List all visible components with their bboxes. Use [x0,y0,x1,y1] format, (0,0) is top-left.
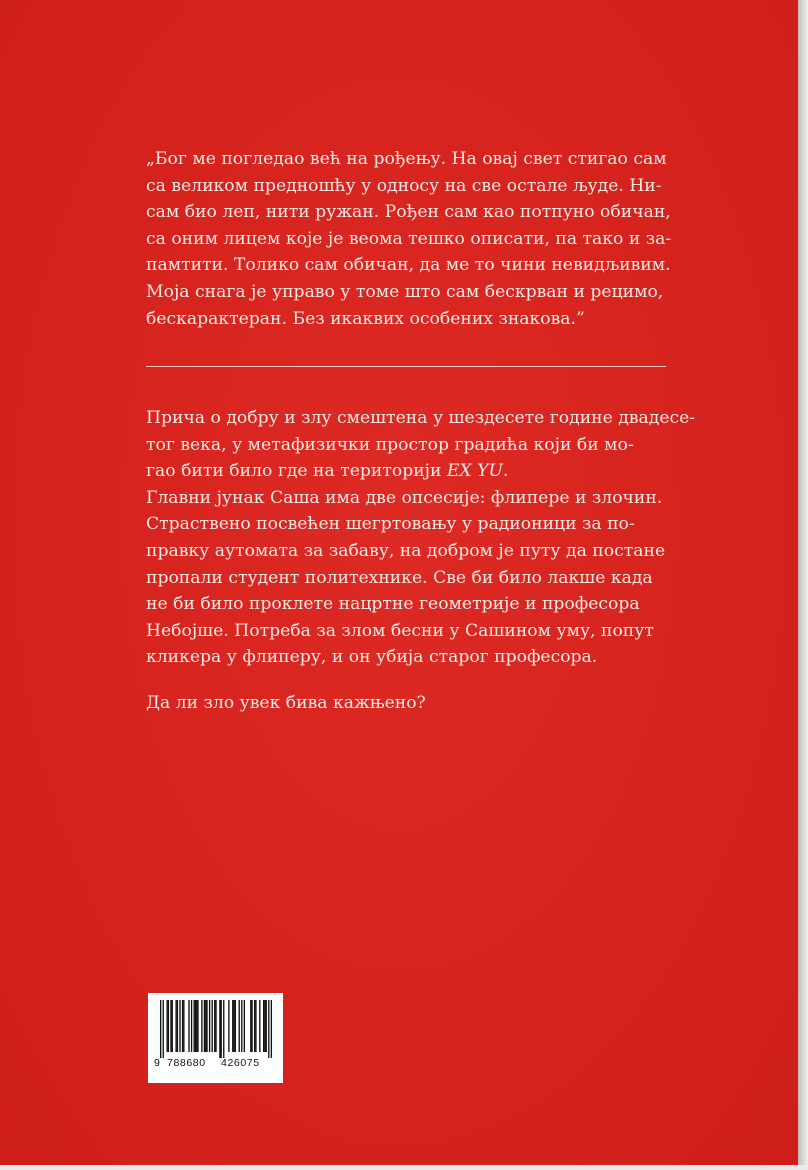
barcode-bar [232,1000,233,1052]
synopsis-period: . [503,461,509,482]
synopsis-line: кликера у флиперу, и он убија старог професора. [146,647,598,668]
barcode-bar [211,1000,212,1052]
quote-line: бескарактеран. Без икаквих особених знакова.” [146,308,585,329]
barcode-bar [182,1000,183,1052]
barcode-bar [264,1000,265,1052]
synopsis-line: Прича о добру и злу смештена у шездесете године двадесе- [146,408,696,428]
barcode-bar [166,1000,167,1052]
synopsis-line: Небојше. Потреба за злом бесни у Сашином уму, попут [146,620,654,641]
quote-line: сам био леп, нити ружан. Рођен сам као потпуно обичан, [146,202,671,223]
barcode-bar [195,1000,196,1052]
barcode-bar [266,1000,267,1052]
barcode-bar [215,1000,216,1052]
barcode-bar [206,1000,207,1052]
barcode-bar [168,1000,169,1052]
synopsis-block [146,405,696,671]
barcode-bar [197,1000,198,1052]
barcode-bar [163,1000,164,1058]
barcode-bar [244,1000,245,1052]
barcode-bar [228,1000,229,1052]
barcode-bar [209,1000,210,1052]
barcode-bar [160,1000,161,1058]
synopsis-line [146,458,666,485]
barcode-bar [188,1000,189,1052]
ex-yu-italic: EX YU [446,461,503,482]
barcode-bar [271,1000,272,1058]
barcode-bar [205,1000,206,1052]
barcode-bar [191,1000,192,1052]
barcode-bar [221,1000,222,1058]
paper-edge-bottom [0,1165,808,1170]
closing-question: Да ли зло увек бива кажњено? [146,693,426,713]
synopsis-line: правку аутомата за забаву, на добром је путу да постане [146,540,666,561]
synopsis-line: Главни јунак Саша има две опсесије: флипере и злочин. [146,487,663,508]
barcode-bar [204,1000,205,1052]
isbn-group-left: 788680 [167,1057,206,1069]
barcode-bar [177,1000,178,1052]
barcode-bar [223,1000,224,1058]
synopsis-line: не би било проклете нацртне геометрије и професора [146,594,640,615]
quote-block [146,146,672,332]
isbn-group-right: 426075 [221,1057,260,1069]
quote-line: памтити. Толико сам обичан, да ме то чини невидљивим. [146,255,671,276]
barcode-bar [254,1000,255,1052]
synopsis-line: пропали студент политехнике. Све би било лакше када [146,567,653,588]
barcode-bar [233,1000,234,1052]
barcode-bar [255,1000,256,1052]
synopsis-line: тог века, у метафизички простор градића који би мо- [146,434,634,455]
barcode-bar [193,1000,194,1052]
barcode-bar [239,1000,240,1052]
barcode-bar [214,1000,215,1052]
barcode-bar [250,1000,251,1052]
barcode-bar [235,1000,236,1052]
paper-edge-right [798,0,808,1170]
barcode-bars [160,1000,272,1058]
barcode-bar [219,1000,220,1058]
barcode-bar [172,1000,173,1052]
synopsis-line: Страствено посвећен шегртовању у радионици за по- [146,514,635,535]
quote-line: са великом предношћу у односу на све остале људе. Ни- [146,175,662,196]
quote-line: Моја снага је управо у томе што сам бескрван и рецимо, [146,281,664,302]
barcode-bar [179,1000,180,1052]
isbn-barcode [148,993,283,1083]
barcode-bar [183,1000,184,1052]
barcode-bar [201,1000,202,1052]
divider-line [146,366,666,367]
barcode-bar [263,1000,264,1052]
synopsis-text: гао бити било где на територији [146,461,447,482]
quote-line: „Бог ме погледао већ на рођењу. На овај свет стигао сам [146,149,667,169]
barcode-bar [196,1000,197,1052]
quote-line: са оним лицем које је веома тешко описати, па тако и за- [146,228,672,249]
barcode-bar [175,1000,176,1052]
barcode-bar [241,1000,242,1052]
barcode-bar [170,1000,171,1052]
barcode-bar [268,1000,269,1058]
isbn-first-digit: 9 [154,1057,160,1069]
barcode-bar [251,1000,252,1052]
barcode-bar [259,1000,260,1052]
